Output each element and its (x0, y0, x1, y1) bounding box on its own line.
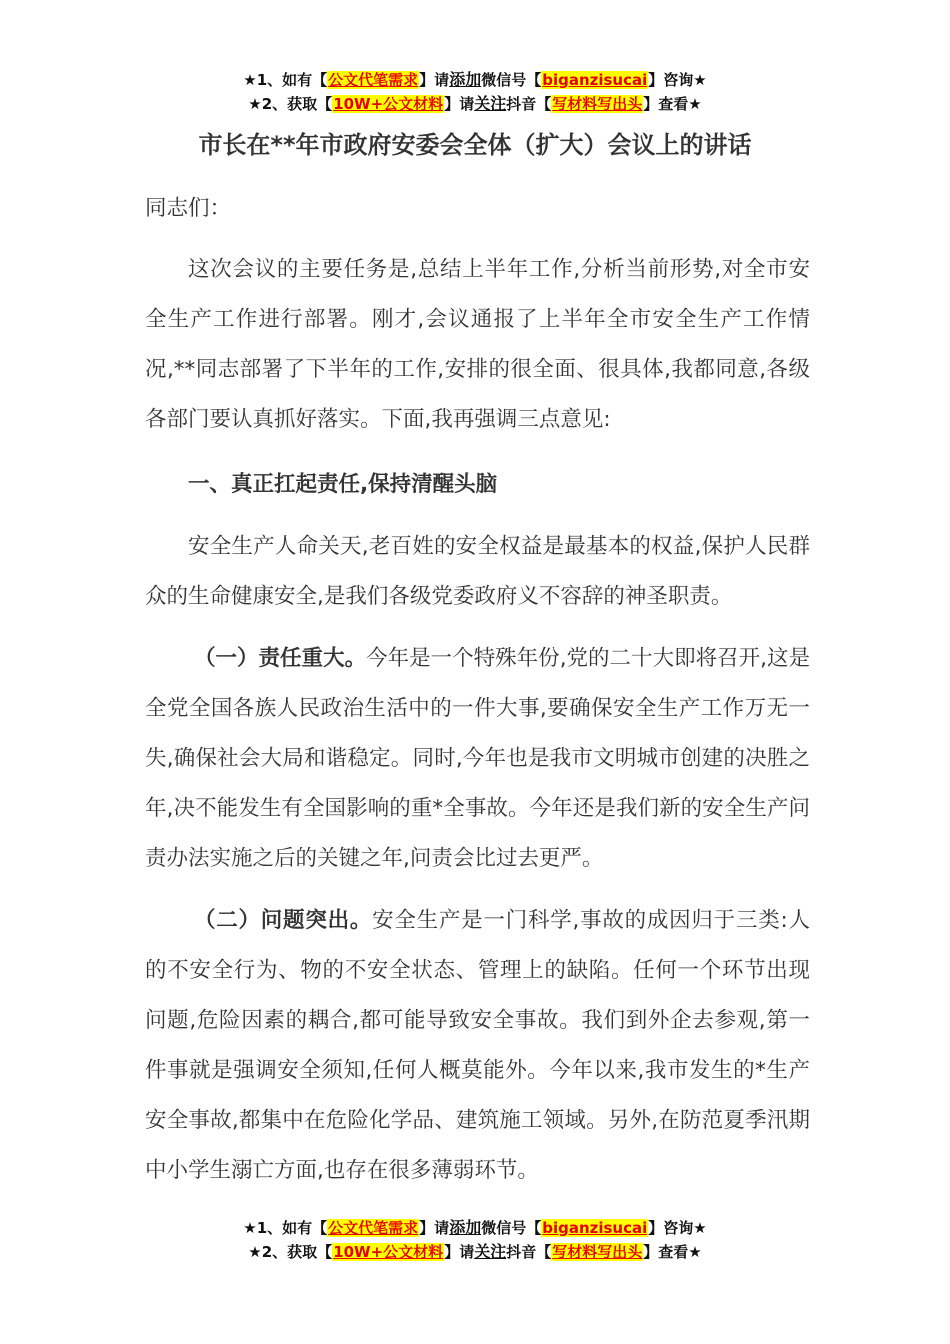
promo-line-1 (0, 68, 950, 92)
promo-text: 】咨询★ (648, 71, 707, 89)
promo-text: 抖音【 (506, 95, 552, 113)
promo-text: ★2、获取【 (248, 95, 333, 113)
promo-text: 】查看★ (643, 95, 702, 113)
promo-text: 微信号【 (481, 1219, 542, 1237)
promo-highlight: 写材料写出头 (552, 95, 643, 113)
subsection-1-text: 今年是一个特殊年份,党的二十大即将召开,这是全党全国各族人民政治生活中的一件大事,要确保安全生产工作万无一失,确保社会大局和谐稳定。同时,今年也是我市文明城市创建的决胜之年,决不能发生有全国影响的重*全事故。今年还是我们新的安全生产问责办法实施之后的关键之年,问责会比过去更严。 (145, 646, 810, 871)
promo-text: ★2、获取【 (248, 1243, 333, 1261)
salutation: 同志们： (145, 196, 232, 221)
paragraph-section-1: 安全生产人命关天,老百姓的安全权益是最基本的权益,保护人民群众的生命健康安全,是我们各级党委政府义不容辞的神圣职责。 (145, 534, 810, 609)
promo-line-1 (0, 1216, 950, 1240)
promo-line-2 (0, 92, 950, 116)
promo-emphasis: 关注 (474, 1242, 507, 1261)
subsection-1-title: （一）责任重大。 (194, 646, 367, 671)
promo-text: 】请 (419, 1219, 450, 1237)
promo-text: ★1、如有【 (243, 1219, 328, 1237)
promo-emphasis: 添加 (449, 1218, 482, 1237)
promo-highlight: biganzisucai (542, 71, 648, 89)
promo-text: 】请 (419, 71, 450, 89)
promo-text: 】请 (444, 95, 475, 113)
promo-text: 】查看★ (643, 1243, 702, 1261)
promo-text: ★1、如有【 (243, 71, 328, 89)
promo-highlight: 公文代笔需求 (328, 1219, 419, 1237)
subsection-2-title: （二）问题突出。 (194, 908, 373, 933)
promo-highlight: 10W+公文材料 (333, 1243, 444, 1261)
document-title: 市长在**年市政府安委会全体（扩大）会议上的讲话 (198, 131, 752, 159)
section-heading-1: 一、真正扛起责任,保持清醒头脑 (188, 472, 498, 497)
promo-emphasis: 关注 (474, 94, 507, 113)
promo-text: 】咨询★ (648, 1219, 707, 1237)
promo-highlight: 公文代笔需求 (328, 71, 419, 89)
subsection-2-text: 安全生产是一门科学,事故的成因归于三类:人的不安全行为、物的不安全状态、管理上的缺陷。任何一个环节出现问题,危险因素的耦合,都可能导致安全事故。我们到外企去参观,第一件事就是强调安全须知,任何人概莫能外。今年以来,我市发生的*生产安全事故,都集中在危险化学品、建筑施工领域。另外,在防范夏季汛期中小学生溺亡方面,也存在很多薄弱环节。 (145, 908, 810, 1183)
promo-text: 抖音【 (506, 1243, 552, 1261)
promo-emphasis: 添加 (449, 70, 482, 89)
bottom-promo-banner (0, 1216, 950, 1264)
paragraph-intro: 这次会议的主要任务是,总结上半年工作,分析当前形势,对全市安全生产工作进行部署。刚才,会议通报了上半年全市安全生产工作情况,**同志部署了下半年的工作,安排的很全面、很具体,我都同意,各级各部门要认真抓好落实。下面,我再强调三点意见: (145, 257, 810, 432)
promo-line-2 (0, 1240, 950, 1264)
promo-highlight: biganzisucai (542, 1219, 648, 1237)
promo-highlight: 写材料写出头 (552, 1243, 643, 1261)
subsection-1 (145, 634, 810, 884)
promo-highlight: 10W+公文材料 (333, 95, 444, 113)
subsection-2 (145, 896, 810, 1196)
promo-text: 微信号【 (481, 71, 542, 89)
promo-text: 】请 (444, 1243, 475, 1261)
top-promo-banner (0, 68, 950, 116)
